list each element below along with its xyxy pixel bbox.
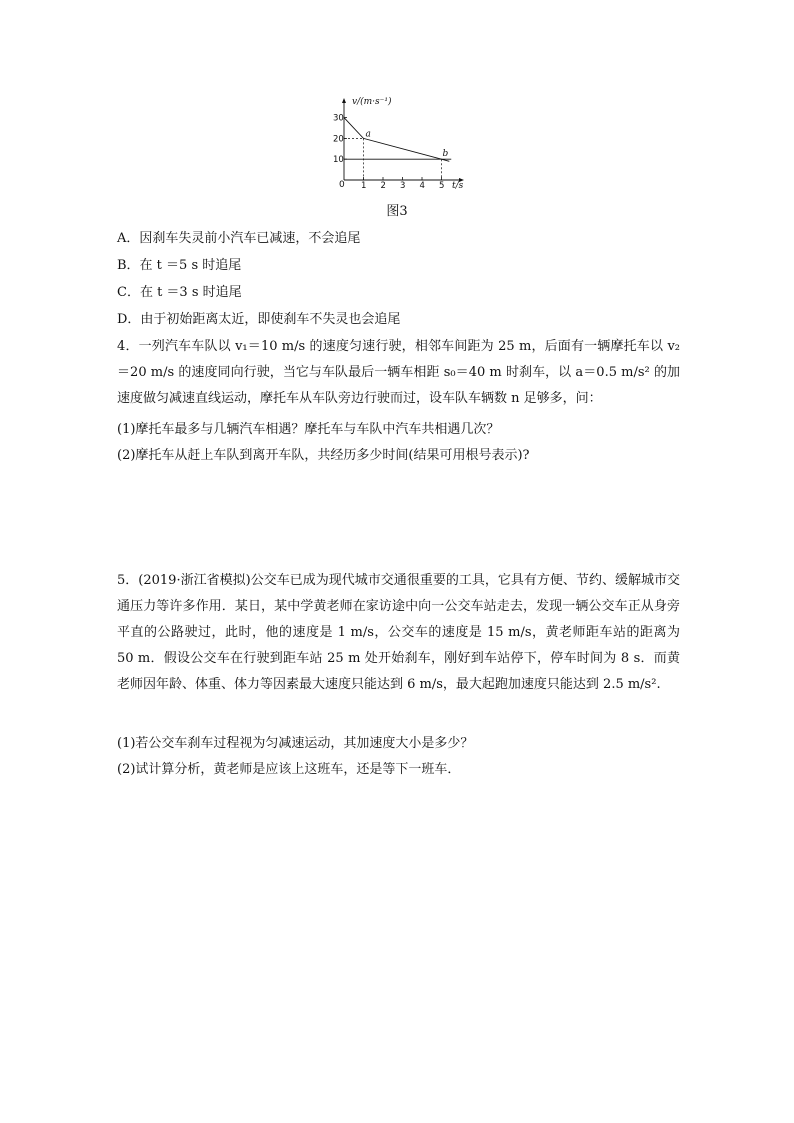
x-tick-label: 1 [361,181,367,191]
option-a: A．因刹车失灵前小汽车已减速，不会追尾 [117,231,361,246]
y-axis-arrow [342,98,346,103]
question-4-part-1: (1)摩托车最多与几辆汽车相遇？摩托车与车队中汽车共相遇几次？ [117,422,500,437]
x-axis-label: t/s [452,181,464,191]
question-4-part-2: (2)摩托车从赶上车队到离开车队，共经历多少时间(结果可用根号表示)? [117,448,530,463]
question-5-part-2: (2)试计算分析，黄老师是应该上这班车，还是等下一班车． [117,762,461,777]
velocity-time-figure [330,92,470,196]
point-a-label: a [365,129,371,140]
graph-marks [344,118,451,180]
question-5-text: 5．(2019·浙江省模拟)公交车已成为现代城市交通很重要的工具，它具有方便、节约、缓解城市交通压力等许多作用．某日，某中学黄老师在家访途中向一公交车站走去，发现一辆公交车正从身旁平直的公路驶过，此时，他的速度是 1 m/s，公交车的速度是 15 m/s，黄老师距车站的距离为 50 m．假设公交车在行驶到距车站 25 m 处开始刹车，刚好到车站停下，停车时间为 8 s．而黄老师因年龄、体重、体力等因素最大速度只能达到 6 m/s，最大起跑加速度只能达到 2.5 m/s². [117,573,680,692]
point-b-label: b [442,149,449,160]
y-tick-label: 30 [333,113,344,124]
question-5-part-1: (1)若公交车刹车过程视为匀减速运动，其加速度大小是多少？ [117,736,474,751]
x-tick-label: 5 [439,181,445,191]
option-c: C．在 t ＝3 s 时追尾 [117,285,242,300]
x-tick-label: 4 [419,181,425,191]
origin-label: 0 [339,180,345,190]
graph-axes [333,98,464,191]
series-line-car [344,118,449,162]
option-b: B．在 t ＝5 s 时追尾 [117,258,242,273]
x-tick-label: 2 [380,181,386,191]
question-4-text: 4．一列汽车车队以 v₁＝10 m/s 的速度匀速行驶，相邻车间距为 25 m，后面有一辆摩托车以 v₂＝20 m/s 的速度同向行驶，当它与车队最后一辆车相距 s₀＝40 m 时刹车，以 a＝0.5 m/s² 的加速度做匀减速直线运动，摩托车从车队旁边行驶而过，设车队车辆数 n 足够多，问： [117,339,680,406]
y-tick-label: 20 [333,134,344,145]
option-d: D．由于初始距离太近，即使刹车不失灵也会追尾 [117,312,401,327]
vt-graph [330,92,470,196]
y-tick-label: 10 [333,155,344,166]
x-tick-label: 3 [400,181,406,191]
figure-caption: 图3 [386,204,408,219]
y-axis-label: v/(m·s⁻¹) [352,97,392,107]
